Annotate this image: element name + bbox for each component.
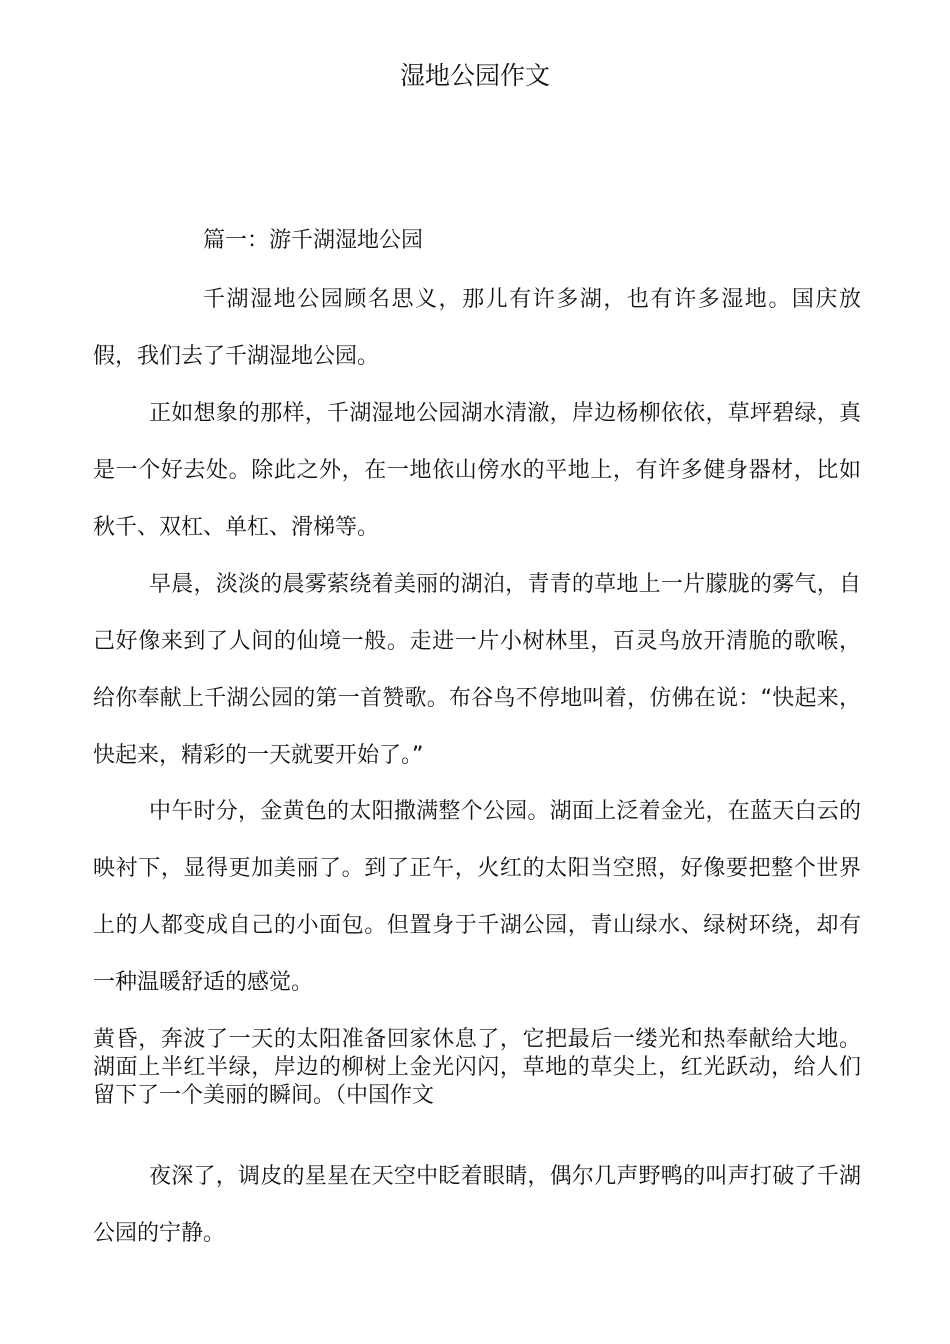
document-title: 湿地公园作文 — [399, 61, 550, 90]
paragraph-6: 夜深了，调皮的星星在天空中眨着眼睛，偶尔几声野鸭的叫声打破了千湖公园的宁静。 — [93, 1164, 861, 1246]
essay-subtitle: 篇一：游千湖湿地公园 — [203, 228, 424, 253]
paragraph-1: 千湖湿地公园顾名思义，那儿有许多湖，也有许多湿地。国庆放假，我们去了千湖湿地公园。 — [93, 287, 861, 369]
paragraph-5: 黄昏，奔波了一天的太阳准备回家休息了，它把最后一缕光和热奉献给大地。湖面上半红半绿，岸边的柳树上金光闪闪，草地的草尖上，红光跃动，给人们留下了一个美丽的瞬间。（中国作文 — [93, 1027, 861, 1108]
paragraph-3: 早晨，淡淡的晨雾萦绕着美丽的湖泊，青青的草地上一片朦胧的雾气，自己好像来到了人间的仙境一般。走进一片小树林里，百灵鸟放开清脆的歌喉，给你奉献上千湖公园的第一首赞歌。布谷鸟不停地叫着，仿佛在说：“快起来，快起来，精彩的一天就要开始了。” — [93, 572, 861, 768]
paragraph-2: 正如想象的那样，千湖湿地公园湖水清澈，岸边杨柳依依，草坪碧绿，真是一个好去处。除此之外，在一地依山傍水的平地上，有许多健身器材，比如秋千、双杠、单杠、滑梯等。 — [93, 401, 861, 540]
paragraph-4: 中午时分，金黄色的太阳撒满整个公园。湖面上泛着金光，在蓝天白云的映衬下，显得更加美丽了。到了正午，火红的太阳当空照，好像要把整个世界上的人都变成自己的小面包。但置身于千湖公园，青山绿水、绿树环绕，却有一种温暖舒适的感觉。 — [93, 799, 861, 995]
